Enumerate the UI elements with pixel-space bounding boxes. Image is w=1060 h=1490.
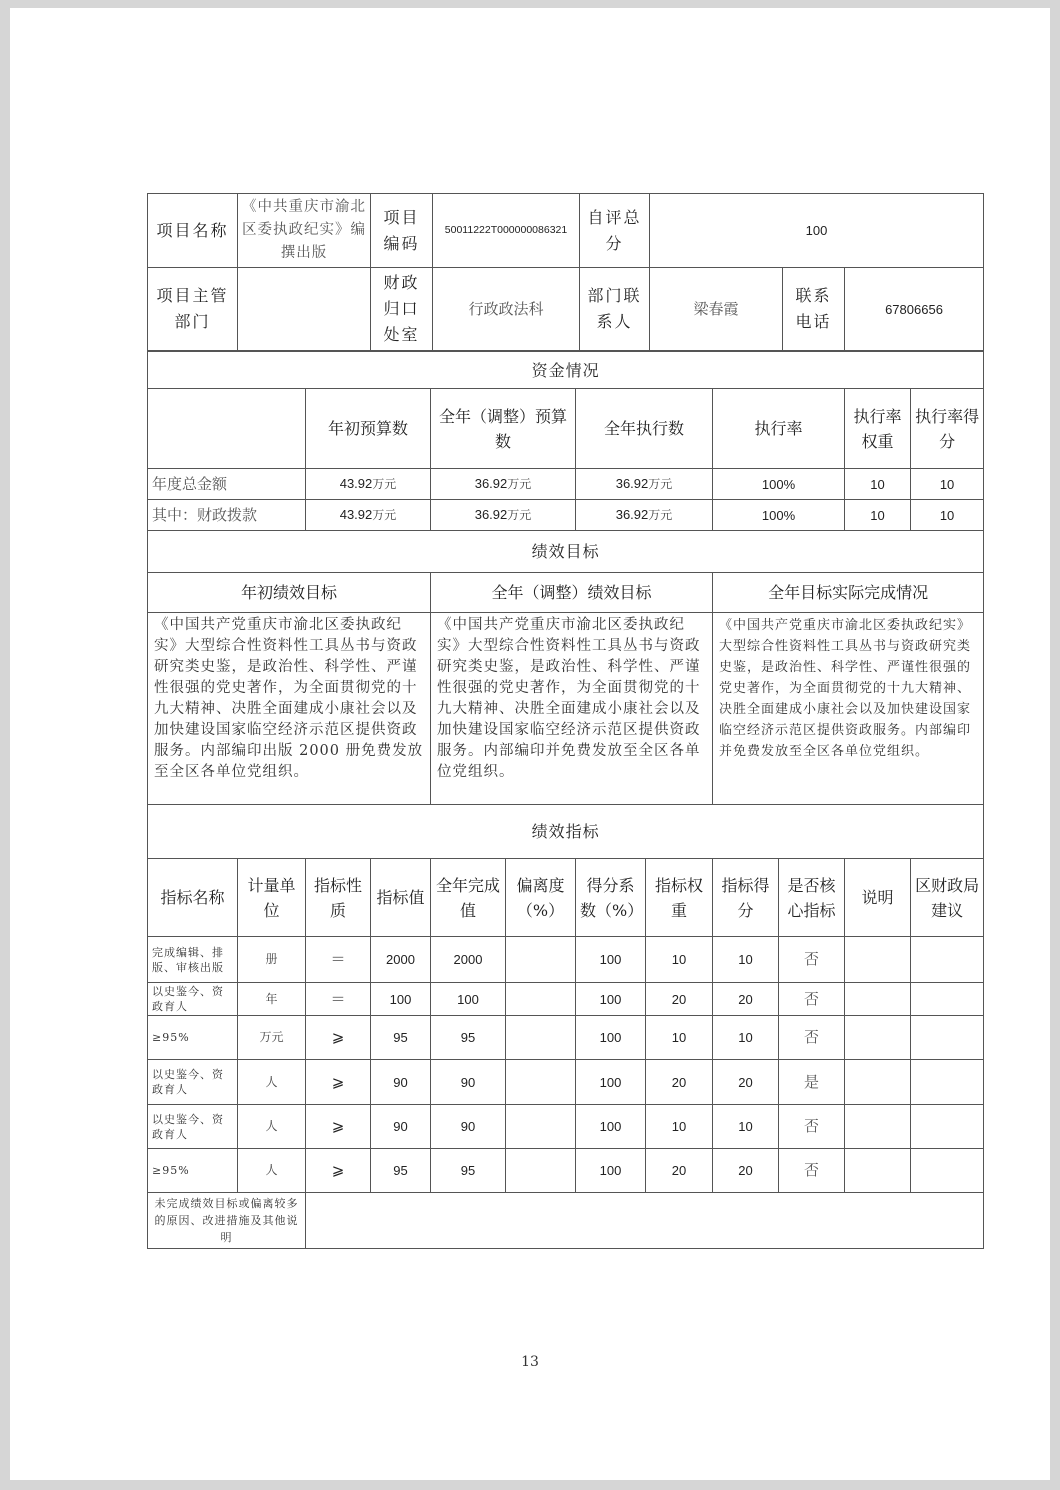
project-info-table [147, 193, 984, 351]
indicator-score: 20 [713, 1149, 779, 1193]
footer-notes-label: 未完成绩效目标或偏离较多的原因、改进措施及其他说明 [148, 1193, 306, 1249]
indicator-target: 95 [371, 1016, 431, 1060]
project-name: 《中共重庆市渝北区委执政纪实》编撰出版 [238, 194, 371, 268]
funds-executed-value: 36.92 [615, 507, 649, 522]
indicator-unit: 人 [238, 1105, 306, 1149]
funds-header-blank [148, 389, 306, 469]
project-code-label: 项目编码 [371, 194, 433, 268]
indicator-row [148, 1016, 984, 1060]
indicator-coef: 100 [576, 937, 646, 983]
indicator-nature: ＝ [306, 983, 371, 1016]
funds-section-title: 资金情况 [148, 352, 984, 389]
project-name-label: 项目名称 [148, 194, 238, 268]
indicator-advice [911, 937, 984, 983]
page-number: 13 [521, 1354, 539, 1370]
indicator-advice [911, 1149, 984, 1193]
unit-text: 万元 [507, 508, 532, 522]
indicator-header: 全年完成值 [431, 859, 506, 937]
indicator-deviation [506, 1149, 576, 1193]
project-code: 50011222T000000086321 [433, 194, 580, 268]
indicator-name: 以史鉴今、资政育人 [148, 1060, 238, 1105]
unit-text: 万元 [372, 508, 397, 522]
indicator-header: 指标性质 [306, 859, 371, 937]
indicator-score: 10 [713, 1016, 779, 1060]
phone-value: 67806656 [845, 268, 984, 351]
indicator-advice [911, 1105, 984, 1149]
goal-initial-text: 《中国共产党重庆市渝北区委执政纪实》大型综合性资料性工具丛书与资政研究类史鉴，是政治性、科学性、严谨性很强的党史著作，为全面贯彻党的十九大精神、决胜全面建成小康社会以及加快建设国家临空经济示范区提供资政服务。内部编印出版 2000 册免费发放至全区各单位党组织。 [148, 613, 431, 805]
indicator-header: 指标值 [371, 859, 431, 937]
indicator-weight: 10 [646, 937, 713, 983]
indicator-row [148, 1105, 984, 1149]
footer-notes-value [306, 1193, 984, 1249]
funds-header-weight: 执行率权重 [845, 389, 911, 469]
indicator-deviation [506, 1060, 576, 1105]
indicator-unit: 册 [238, 937, 306, 983]
self-score: 100 [650, 194, 984, 268]
funds-adjusted-value: 36.92 [474, 476, 508, 491]
indicator-weight: 10 [646, 1016, 713, 1060]
funds-table [147, 351, 984, 1249]
indicator-note [845, 1016, 911, 1060]
indicators-section-title: 绩效指标 [148, 805, 984, 859]
contact-label: 部门联系人 [580, 268, 650, 351]
dept-label: 项目主管部门 [148, 268, 238, 351]
indicator-nature: ＝ [306, 937, 371, 983]
indicator-nature: ⩾ [306, 1060, 371, 1105]
indicator-weight: 10 [646, 1105, 713, 1149]
indicator-coef: 100 [576, 1149, 646, 1193]
goal-adjusted-text: 《中国共产党重庆市渝北区委执政纪实》大型综合性资料性工具丛书与资政研究类史鉴，是政治性、科学性、严谨性很强的党史著作，为全面贯彻党的十九大精神、决胜全面建成小康社会以及加快建设国家临空经济示范区提供资政服务。内部编印并免费发放至全区各单位党组织。 [431, 613, 713, 805]
goals-section-title: 绩效目标 [148, 531, 984, 573]
indicator-unit: 万元 [238, 1016, 306, 1060]
indicator-note [845, 937, 911, 983]
funds-header-budget: 年初预算数 [306, 389, 431, 469]
indicator-score: 20 [713, 983, 779, 1016]
funds-budget-value: 43.92 [339, 507, 373, 522]
goals-header-adjusted: 全年（调整）绩效目标 [431, 573, 713, 613]
funds-weight-value: 10 [845, 469, 911, 500]
indicator-advice [911, 1016, 984, 1060]
indicator-actual: 2000 [431, 937, 506, 983]
indicator-nature: ⩾ [306, 1016, 371, 1060]
indicator-header: 说明 [845, 859, 911, 937]
indicator-name: 完成编辑、排版、审核出版 [148, 937, 238, 983]
indicator-core: 是 [779, 1060, 845, 1105]
indicator-header: 计量单位 [238, 859, 306, 937]
indicator-nature: ⩾ [306, 1105, 371, 1149]
indicator-coef: 100 [576, 1060, 646, 1105]
indicator-target: 90 [371, 1060, 431, 1105]
indicator-row [148, 1060, 984, 1105]
document-page [10, 8, 1050, 1480]
indicator-core: 否 [779, 1016, 845, 1060]
indicator-unit: 年 [238, 983, 306, 1016]
indicator-header: 得分系数（%） [576, 859, 646, 937]
funds-rate-value: 100% [713, 500, 845, 531]
indicator-name: 以史鉴今、资政育人 [148, 983, 238, 1016]
indicator-header: 区财政局建议 [911, 859, 984, 937]
indicator-target: 95 [371, 1149, 431, 1193]
indicator-score: 20 [713, 1060, 779, 1105]
funds-score-value: 10 [911, 469, 984, 500]
indicator-unit: 人 [238, 1149, 306, 1193]
indicator-core: 否 [779, 1149, 845, 1193]
indicator-weight: 20 [646, 1149, 713, 1193]
finance-office-label: 财政归口处室 [371, 268, 433, 351]
funds-row-label: 其中：财政拨款 [148, 500, 306, 531]
indicator-coef: 100 [576, 1016, 646, 1060]
indicator-deviation [506, 1105, 576, 1149]
indicator-row [148, 983, 984, 1016]
finance-office: 行政政法科 [433, 268, 580, 351]
indicator-target: 100 [371, 983, 431, 1016]
funds-score-value: 10 [911, 500, 984, 531]
indicator-header: 指标权重 [646, 859, 713, 937]
goals-header-actual: 全年目标实际完成情况 [713, 573, 984, 613]
goal-actual-text: 《中国共产党重庆市渝北区委执政纪实》大型综合性资料性工具丛书与资政研究类史鉴，是政治性、科学性、严谨性很强的党史著作，为全面贯彻党的十九大精神、决胜全面建成小康社会以及加快建设国家临空经济示范区提供资政服务。内部编印并免费发放至全区各单位党组织。 [713, 613, 984, 805]
indicator-note [845, 1060, 911, 1105]
indicator-core: 否 [779, 1105, 845, 1149]
indicator-note [845, 1105, 911, 1149]
indicator-row [148, 937, 984, 983]
indicator-header: 是否核心指标 [779, 859, 845, 937]
evaluation-form [147, 193, 983, 1249]
phone-label: 联系电话 [783, 268, 845, 351]
indicator-target: 90 [371, 1105, 431, 1149]
indicator-unit: 人 [238, 1060, 306, 1105]
funds-header-executed: 全年执行数 [576, 389, 713, 469]
indicator-deviation [506, 937, 576, 983]
contact-name: 梁春霞 [650, 268, 783, 351]
indicator-weight: 20 [646, 983, 713, 1016]
indicator-nature: ⩾ [306, 1149, 371, 1193]
unit-text: 万元 [507, 477, 532, 491]
indicator-header: 指标得分 [713, 859, 779, 937]
indicator-header: 偏离度（%） [506, 859, 576, 937]
indicator-actual: 90 [431, 1105, 506, 1149]
funds-adjusted-value: 36.92 [474, 507, 508, 522]
indicator-name: ≥95% [148, 1016, 238, 1060]
goals-header-initial: 年初绩效目标 [148, 573, 431, 613]
funds-rate-value: 100% [713, 469, 845, 500]
indicator-score: 10 [713, 1105, 779, 1149]
indicator-name: 以史鉴今、资政育人 [148, 1105, 238, 1149]
indicator-actual: 95 [431, 1149, 506, 1193]
indicator-advice [911, 983, 984, 1016]
funds-budget-value: 43.92 [339, 476, 373, 491]
indicator-note [845, 1149, 911, 1193]
dept-value [238, 268, 371, 351]
funds-header-score: 执行率得分 [911, 389, 984, 469]
indicator-coef: 100 [576, 1105, 646, 1149]
indicator-note [845, 983, 911, 1016]
funds-executed-value: 36.92 [615, 476, 649, 491]
indicator-actual: 100 [431, 983, 506, 1016]
indicator-advice [911, 1060, 984, 1105]
indicator-row [148, 1149, 984, 1193]
indicator-header: 指标名称 [148, 859, 238, 937]
funds-row-label: 年度总金额 [148, 469, 306, 500]
indicator-actual: 90 [431, 1060, 506, 1105]
indicator-deviation [506, 983, 576, 1016]
self-score-label: 自评总分 [580, 194, 650, 268]
funds-header-rate: 执行率 [713, 389, 845, 469]
funds-header-adjusted: 全年（调整）预算数 [431, 389, 576, 469]
indicator-core: 否 [779, 937, 845, 983]
indicator-actual: 95 [431, 1016, 506, 1060]
indicator-core: 否 [779, 983, 845, 1016]
indicator-coef: 100 [576, 983, 646, 1016]
funds-weight-value: 10 [845, 500, 911, 531]
indicator-weight: 20 [646, 1060, 713, 1105]
indicator-target: 2000 [371, 937, 431, 983]
unit-text: 万元 [372, 477, 397, 491]
indicator-score: 10 [713, 937, 779, 983]
unit-text: 万元 [648, 477, 673, 491]
indicator-deviation [506, 1016, 576, 1060]
indicator-name: ≥95% [148, 1149, 238, 1193]
unit-text: 万元 [648, 508, 673, 522]
